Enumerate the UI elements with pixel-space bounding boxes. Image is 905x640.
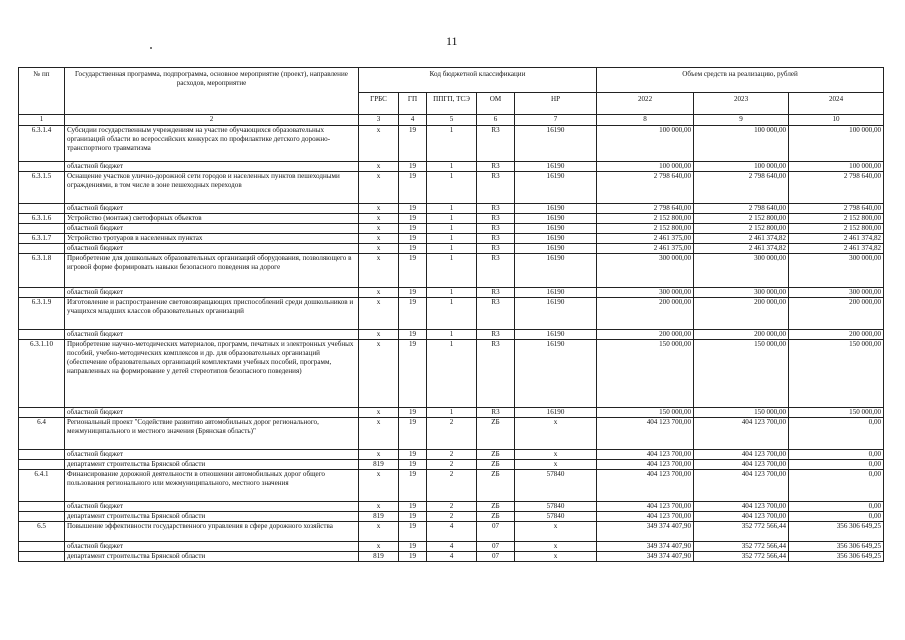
row-ppgp: 1 bbox=[427, 330, 477, 340]
row-value-2024: 0,00 bbox=[789, 470, 884, 502]
row-gp: 19 bbox=[399, 204, 427, 214]
row-value-2023: 2 152 800,00 bbox=[694, 224, 789, 234]
row-number bbox=[19, 244, 65, 254]
row-om: ZБ bbox=[477, 470, 515, 502]
row-gp: 19 bbox=[399, 418, 427, 450]
row-ppgp: 1 bbox=[427, 214, 477, 224]
row-number bbox=[19, 288, 65, 298]
row-number bbox=[19, 162, 65, 172]
table-row bbox=[19, 204, 884, 214]
scan-dot bbox=[150, 47, 152, 49]
row-value-2022: 150 000,00 bbox=[597, 408, 694, 418]
row-value-2023: 2 152 800,00 bbox=[694, 214, 789, 224]
row-name: областной бюджет bbox=[65, 408, 359, 418]
row-name: областной бюджет bbox=[65, 162, 359, 172]
table-row bbox=[19, 418, 884, 450]
row-gp: 19 bbox=[399, 522, 427, 542]
page-number: 11 bbox=[446, 34, 458, 48]
table-row bbox=[19, 244, 884, 254]
row-om: R3 bbox=[477, 254, 515, 288]
row-grbs: х bbox=[359, 162, 399, 172]
row-ppgp: 1 bbox=[427, 224, 477, 234]
col-index: 7 bbox=[515, 115, 597, 126]
table-row bbox=[19, 522, 884, 542]
row-gp: 19 bbox=[399, 162, 427, 172]
row-ppgp: 1 bbox=[427, 298, 477, 330]
row-om: R3 bbox=[477, 204, 515, 214]
row-value-2022: 2 461 375,00 bbox=[597, 234, 694, 244]
row-grbs: 819 bbox=[359, 552, 399, 562]
row-name: Приобретение для дошкольных образовательных организаций оборудования, позволяющего в игровой форме формировать навыки безопасного поведения на дороге bbox=[65, 254, 359, 288]
row-number: 6.3.1.6 bbox=[19, 214, 65, 224]
row-ppgp: 1 bbox=[427, 126, 477, 162]
row-name: областной бюджет bbox=[65, 288, 359, 298]
col-index: 9 bbox=[694, 115, 789, 126]
row-value-2023: 404 123 700,00 bbox=[694, 502, 789, 512]
row-name: Региональный проект "Содействие развитию автомобильных дорог регионального, межмуниципального и местного значения (Брянская область)" bbox=[65, 418, 359, 450]
row-value-2022: 349 374 407,90 bbox=[597, 522, 694, 542]
header-np: НР bbox=[515, 93, 597, 115]
row-np: 16190 bbox=[515, 126, 597, 162]
table-row bbox=[19, 408, 884, 418]
col-index: 3 bbox=[359, 115, 399, 126]
row-gp: 19 bbox=[399, 330, 427, 340]
row-grbs: х bbox=[359, 340, 399, 408]
col-index: 10 bbox=[789, 115, 884, 126]
row-om: R3 bbox=[477, 288, 515, 298]
row-gp: 19 bbox=[399, 470, 427, 502]
row-grbs: х bbox=[359, 224, 399, 234]
row-value-2023: 2 798 640,00 bbox=[694, 172, 789, 204]
row-np: 16190 bbox=[515, 254, 597, 288]
row-value-2024: 300 000,00 bbox=[789, 288, 884, 298]
header-2024: 2024 bbox=[789, 93, 884, 115]
row-name: областной бюджет bbox=[65, 224, 359, 234]
row-om: R3 bbox=[477, 298, 515, 330]
row-grbs: х bbox=[359, 418, 399, 450]
row-om: R3 bbox=[477, 234, 515, 244]
row-value-2023: 100 000,00 bbox=[694, 162, 789, 172]
row-value-2023: 352 772 566,44 bbox=[694, 542, 789, 552]
row-value-2022: 404 123 700,00 bbox=[597, 470, 694, 502]
row-value-2022: 404 123 700,00 bbox=[597, 450, 694, 460]
row-value-2022: 100 000,00 bbox=[597, 126, 694, 162]
row-ppgp: 2 bbox=[427, 502, 477, 512]
row-np: х bbox=[515, 522, 597, 542]
row-value-2024: 200 000,00 bbox=[789, 298, 884, 330]
row-value-2024: 0,00 bbox=[789, 512, 884, 522]
row-value-2024: 200 000,00 bbox=[789, 330, 884, 340]
row-name: департамент строительства Брянской области bbox=[65, 460, 359, 470]
row-number bbox=[19, 204, 65, 214]
row-grbs: х bbox=[359, 470, 399, 502]
row-grbs: х bbox=[359, 126, 399, 162]
row-gp: 19 bbox=[399, 172, 427, 204]
row-grbs: х bbox=[359, 330, 399, 340]
row-name: областной бюджет bbox=[65, 330, 359, 340]
row-grbs: х bbox=[359, 244, 399, 254]
table-row bbox=[19, 330, 884, 340]
table-row bbox=[19, 162, 884, 172]
row-number bbox=[19, 460, 65, 470]
row-value-2023: 404 123 700,00 bbox=[694, 470, 789, 502]
row-ppgp: 1 bbox=[427, 172, 477, 204]
col-index: 4 bbox=[399, 115, 427, 126]
row-value-2023: 404 123 700,00 bbox=[694, 450, 789, 460]
row-value-2023: 2 798 640,00 bbox=[694, 204, 789, 214]
row-grbs: х bbox=[359, 234, 399, 244]
budget-table bbox=[18, 67, 884, 562]
header-num: № пп bbox=[19, 68, 65, 115]
row-number: 6.3.1.5 bbox=[19, 172, 65, 204]
row-np: х bbox=[515, 418, 597, 450]
row-gp: 19 bbox=[399, 502, 427, 512]
row-value-2022: 404 123 700,00 bbox=[597, 512, 694, 522]
row-np: 16190 bbox=[515, 172, 597, 204]
row-number: 6.5 bbox=[19, 522, 65, 542]
row-value-2024: 150 000,00 bbox=[789, 340, 884, 408]
row-name: Устройство (монтаж) светофорных объектов bbox=[65, 214, 359, 224]
row-grbs: х bbox=[359, 450, 399, 460]
row-value-2022: 404 123 700,00 bbox=[597, 502, 694, 512]
row-om: R3 bbox=[477, 408, 515, 418]
row-value-2024: 100 000,00 bbox=[789, 162, 884, 172]
row-ppgp: 2 bbox=[427, 470, 477, 502]
col-index: 1 bbox=[19, 115, 65, 126]
row-grbs: х bbox=[359, 214, 399, 224]
row-np: х bbox=[515, 460, 597, 470]
row-om: R3 bbox=[477, 224, 515, 234]
row-ppgp: 2 bbox=[427, 512, 477, 522]
row-np: 16190 bbox=[515, 224, 597, 234]
row-om: ZБ bbox=[477, 418, 515, 450]
row-value-2023: 300 000,00 bbox=[694, 288, 789, 298]
row-om: 07 bbox=[477, 542, 515, 552]
row-value-2022: 2 152 800,00 bbox=[597, 214, 694, 224]
row-ppgp: 1 bbox=[427, 408, 477, 418]
col-index: 8 bbox=[597, 115, 694, 126]
row-value-2022: 2 461 375,00 bbox=[597, 244, 694, 254]
table-row bbox=[19, 512, 884, 522]
row-np: х bbox=[515, 542, 597, 552]
row-number bbox=[19, 408, 65, 418]
row-value-2024: 2 798 640,00 bbox=[789, 172, 884, 204]
row-gp: 19 bbox=[399, 460, 427, 470]
row-value-2022: 349 374 407,90 bbox=[597, 542, 694, 552]
row-om: ZБ bbox=[477, 450, 515, 460]
row-np: 16190 bbox=[515, 214, 597, 224]
row-ppgp: 4 bbox=[427, 542, 477, 552]
col-index: 2 bbox=[65, 115, 359, 126]
row-name: Приобретение научно-методических материалов, программ, печатных и электронных учебных пособий, учебно-методических комплексов и др. для образовательных организаций (обеспечение образовательных организаций комплектами учебных пособий, программ, направленных на формирование у детей стереотипов безопасного поведения) bbox=[65, 340, 359, 408]
row-grbs: х bbox=[359, 288, 399, 298]
table-row bbox=[19, 552, 884, 562]
row-np: 57840 bbox=[515, 470, 597, 502]
row-value-2022: 2 798 640,00 bbox=[597, 172, 694, 204]
row-name: Устройство тротуаров в населенных пунктах bbox=[65, 234, 359, 244]
row-value-2023: 404 123 700,00 bbox=[694, 418, 789, 450]
row-gp: 19 bbox=[399, 288, 427, 298]
row-value-2024: 150 000,00 bbox=[789, 408, 884, 418]
row-value-2024: 0,00 bbox=[789, 460, 884, 470]
row-ppgp: 2 bbox=[427, 418, 477, 450]
row-value-2022: 200 000,00 bbox=[597, 330, 694, 340]
row-value-2024: 2 798 640,00 bbox=[789, 204, 884, 214]
row-value-2023: 2 461 374,82 bbox=[694, 234, 789, 244]
row-om: 07 bbox=[477, 552, 515, 562]
table-row bbox=[19, 126, 884, 162]
row-number bbox=[19, 330, 65, 340]
row-value-2022: 2 798 640,00 bbox=[597, 204, 694, 214]
row-value-2023: 200 000,00 bbox=[694, 298, 789, 330]
row-grbs: 819 bbox=[359, 512, 399, 522]
row-name: департамент строительства Брянской области bbox=[65, 552, 359, 562]
row-om: R3 bbox=[477, 162, 515, 172]
row-ppgp: 4 bbox=[427, 552, 477, 562]
row-value-2022: 300 000,00 bbox=[597, 254, 694, 288]
row-ppgp: 1 bbox=[427, 254, 477, 288]
col-index: 6 bbox=[477, 115, 515, 126]
row-value-2023: 2 461 374,82 bbox=[694, 244, 789, 254]
row-number: 6.4 bbox=[19, 418, 65, 450]
row-om: R3 bbox=[477, 244, 515, 254]
row-value-2024: 356 306 649,25 bbox=[789, 542, 884, 552]
row-gp: 19 bbox=[399, 224, 427, 234]
row-gp: 19 bbox=[399, 244, 427, 254]
row-gp: 19 bbox=[399, 254, 427, 288]
row-np: 16190 bbox=[515, 204, 597, 214]
row-name: областной бюджет bbox=[65, 450, 359, 460]
row-value-2023: 200 000,00 bbox=[694, 330, 789, 340]
table-row bbox=[19, 340, 884, 408]
row-value-2022: 404 123 700,00 bbox=[597, 460, 694, 470]
table-row bbox=[19, 542, 884, 552]
table-row bbox=[19, 254, 884, 288]
row-gp: 19 bbox=[399, 408, 427, 418]
row-number: 6.3.1.8 bbox=[19, 254, 65, 288]
row-om: R3 bbox=[477, 340, 515, 408]
row-grbs: 819 bbox=[359, 460, 399, 470]
row-number: 6.3.1.7 bbox=[19, 234, 65, 244]
row-grbs: х bbox=[359, 204, 399, 214]
row-np: 16190 bbox=[515, 298, 597, 330]
table-row bbox=[19, 224, 884, 234]
row-om: R3 bbox=[477, 214, 515, 224]
row-value-2023: 404 123 700,00 bbox=[694, 460, 789, 470]
row-np: 16190 bbox=[515, 288, 597, 298]
row-name: Субсидии государственным учреждениям на участие обучающихся образовательных организаций области во всероссийских конкурсах по профилактике детского дорожно-транспортного травматизма bbox=[65, 126, 359, 162]
row-number bbox=[19, 502, 65, 512]
row-value-2022: 2 152 800,00 bbox=[597, 224, 694, 234]
row-gp: 19 bbox=[399, 542, 427, 552]
row-ppgp: 1 bbox=[427, 244, 477, 254]
row-value-2023: 300 000,00 bbox=[694, 254, 789, 288]
row-om: R3 bbox=[477, 126, 515, 162]
row-name: областной бюджет bbox=[65, 502, 359, 512]
table-row bbox=[19, 288, 884, 298]
row-name: областной бюджет bbox=[65, 542, 359, 552]
header-grbs: ГРБС bbox=[359, 93, 399, 115]
header-volume: Объем средств на реализацию, рублей bbox=[597, 68, 884, 93]
row-ppgp: 1 bbox=[427, 340, 477, 408]
row-name: областной бюджет bbox=[65, 204, 359, 214]
row-name: Изготовление и распространение световозвращающих приспособлений среди дошкольников и учащихся младших классов образовательных организаций bbox=[65, 298, 359, 330]
table-row bbox=[19, 450, 884, 460]
table-row bbox=[19, 214, 884, 224]
row-gp: 19 bbox=[399, 126, 427, 162]
header-name: Государственная программа, подпрограмма, основное мероприятие (проект), направление расходов, мероприятие bbox=[65, 68, 359, 115]
header-2022: 2022 bbox=[597, 93, 694, 115]
row-value-2022: 349 374 407,90 bbox=[597, 552, 694, 562]
row-np: 57840 bbox=[515, 512, 597, 522]
row-value-2022: 404 123 700,00 bbox=[597, 418, 694, 450]
row-ppgp: 2 bbox=[427, 450, 477, 460]
row-np: 57840 bbox=[515, 502, 597, 512]
row-name: Финансирование дорожной деятельности в отношении автомобильных дорог общего пользования регионального или межмуниципального, местного значения bbox=[65, 470, 359, 502]
row-gp: 19 bbox=[399, 340, 427, 408]
row-number bbox=[19, 450, 65, 460]
col-index: 5 bbox=[427, 115, 477, 126]
row-value-2023: 352 772 566,44 bbox=[694, 522, 789, 542]
row-value-2023: 352 772 566,44 bbox=[694, 552, 789, 562]
row-number: 6.3.1.10 bbox=[19, 340, 65, 408]
table-row bbox=[19, 460, 884, 470]
row-np: 16190 bbox=[515, 340, 597, 408]
row-value-2022: 100 000,00 bbox=[597, 162, 694, 172]
row-number bbox=[19, 542, 65, 552]
row-om: ZБ bbox=[477, 460, 515, 470]
row-grbs: х bbox=[359, 522, 399, 542]
row-number: 6.4.1 bbox=[19, 470, 65, 502]
header-kbk: Код бюджетной классификации bbox=[359, 68, 597, 93]
row-gp: 19 bbox=[399, 234, 427, 244]
row-value-2024: 0,00 bbox=[789, 418, 884, 450]
row-grbs: х bbox=[359, 254, 399, 288]
row-name: Оснащение участков улично-дорожной сети городов и населенных пунктов пешеходными ограждениями, в том числе в зоне пешеходных переходов bbox=[65, 172, 359, 204]
row-gp: 19 bbox=[399, 450, 427, 460]
row-np: 16190 bbox=[515, 330, 597, 340]
header-gp: ГП bbox=[399, 93, 427, 115]
table-row bbox=[19, 298, 884, 330]
row-np: х bbox=[515, 552, 597, 562]
row-om: ZБ bbox=[477, 512, 515, 522]
row-value-2024: 2 461 374,82 bbox=[789, 234, 884, 244]
row-value-2022: 150 000,00 bbox=[597, 340, 694, 408]
row-ppgp: 1 bbox=[427, 288, 477, 298]
row-ppgp: 1 bbox=[427, 162, 477, 172]
row-value-2024: 2 152 800,00 bbox=[789, 224, 884, 234]
column-index-row bbox=[19, 115, 884, 126]
row-value-2023: 150 000,00 bbox=[694, 340, 789, 408]
row-value-2024: 0,00 bbox=[789, 502, 884, 512]
row-gp: 19 bbox=[399, 512, 427, 522]
row-value-2024: 356 306 649,25 bbox=[789, 552, 884, 562]
row-value-2024: 2 152 800,00 bbox=[789, 214, 884, 224]
row-value-2024: 300 000,00 bbox=[789, 254, 884, 288]
row-name: департамент строительства Брянской области bbox=[65, 512, 359, 522]
row-np: 16190 bbox=[515, 408, 597, 418]
header-ppgp: ППГП, ТСЭ bbox=[427, 93, 477, 115]
row-value-2022: 200 000,00 bbox=[597, 298, 694, 330]
row-value-2023: 150 000,00 bbox=[694, 408, 789, 418]
row-number bbox=[19, 512, 65, 522]
row-om: R3 bbox=[477, 172, 515, 204]
row-name: областной бюджет bbox=[65, 244, 359, 254]
header-2023: 2023 bbox=[694, 93, 789, 115]
table-row bbox=[19, 172, 884, 204]
row-value-2024: 0,00 bbox=[789, 450, 884, 460]
row-number bbox=[19, 552, 65, 562]
row-value-2024: 100 000,00 bbox=[789, 126, 884, 162]
row-om: R3 bbox=[477, 330, 515, 340]
row-np: 16190 bbox=[515, 244, 597, 254]
row-value-2023: 100 000,00 bbox=[694, 126, 789, 162]
row-ppgp: 4 bbox=[427, 522, 477, 542]
row-value-2024: 2 461 374,82 bbox=[789, 244, 884, 254]
row-grbs: х bbox=[359, 298, 399, 330]
row-ppgp: 2 bbox=[427, 460, 477, 470]
row-grbs: х bbox=[359, 542, 399, 552]
row-value-2024: 356 306 649,25 bbox=[789, 522, 884, 542]
row-name: Повышение эффективности государственного управления в сфере дорожного хозяйства bbox=[65, 522, 359, 542]
header-om: ОМ bbox=[477, 93, 515, 115]
row-grbs: х bbox=[359, 502, 399, 512]
row-number: 6.3.1.4 bbox=[19, 126, 65, 162]
table-row bbox=[19, 234, 884, 244]
row-gp: 19 bbox=[399, 214, 427, 224]
row-ppgp: 1 bbox=[427, 204, 477, 214]
row-gp: 19 bbox=[399, 552, 427, 562]
row-np: х bbox=[515, 450, 597, 460]
row-value-2023: 404 123 700,00 bbox=[694, 512, 789, 522]
row-value-2022: 300 000,00 bbox=[597, 288, 694, 298]
row-om: 07 bbox=[477, 522, 515, 542]
table-row bbox=[19, 502, 884, 512]
table-row bbox=[19, 470, 884, 502]
row-number bbox=[19, 224, 65, 234]
row-ppgp: 1 bbox=[427, 234, 477, 244]
row-number: 6.3.1.9 bbox=[19, 298, 65, 330]
row-np: 16190 bbox=[515, 234, 597, 244]
row-grbs: х bbox=[359, 172, 399, 204]
row-gp: 19 bbox=[399, 298, 427, 330]
row-grbs: х bbox=[359, 408, 399, 418]
row-np: 16190 bbox=[515, 162, 597, 172]
row-om: ZБ bbox=[477, 502, 515, 512]
